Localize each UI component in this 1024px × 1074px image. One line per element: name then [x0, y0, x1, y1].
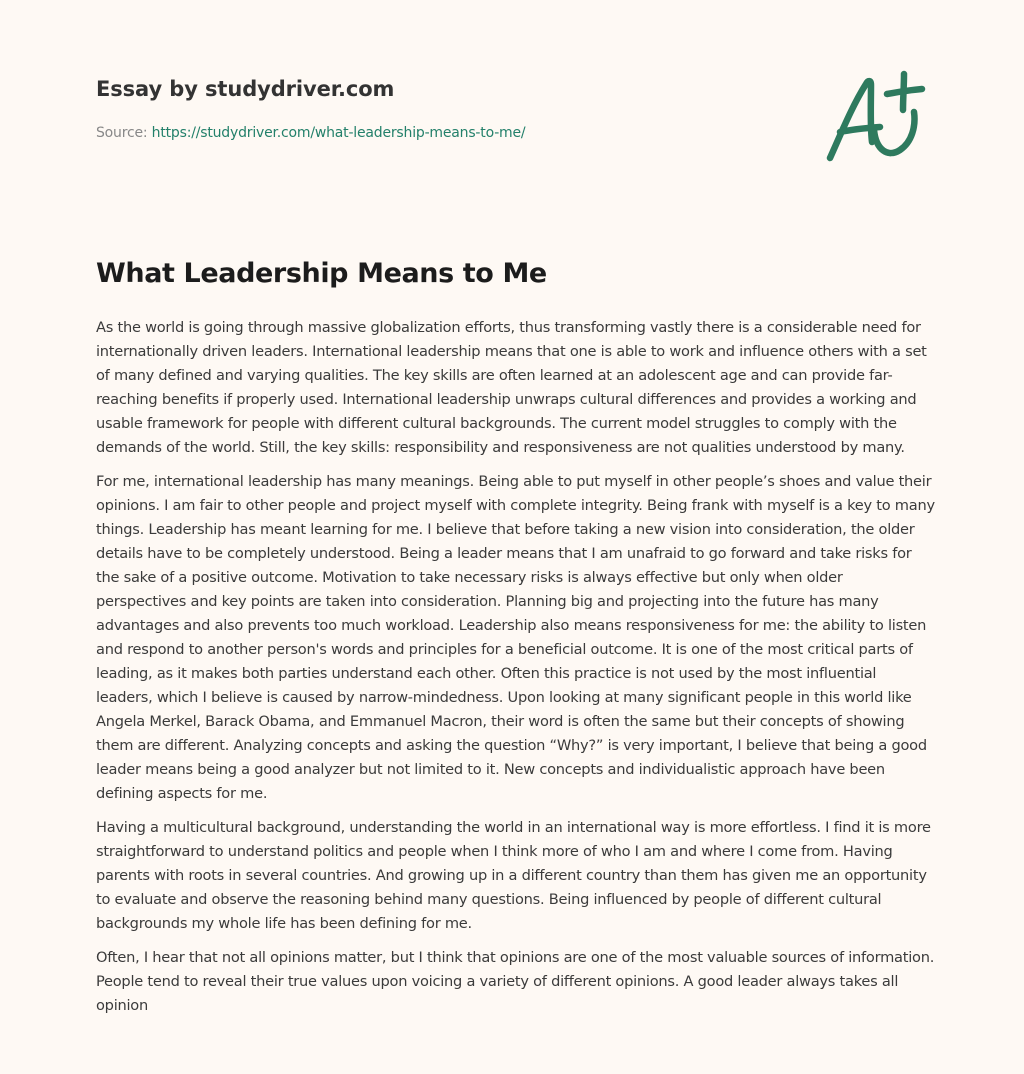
source-label: Source: — [96, 125, 148, 141]
essay-paragraph-2: For me, international leadership has many meanings. Being able to put myself in other people’s shoes and value their opinions. I am fair to other people and project myself with complete integrity. Being frank with myself is a key to many things. Leadership has meant learning for me. I believe that before taking a new vision into consideration, the older details have to be completely understood. Being a leader means that I am unafraid to go forward and take risks for the sake of a positive outcome. Motivation to take necessary risks is always effective but only when older perspectives and key points are taken into consideration. Planning big and projecting into the future has many advantages and also prevents too much workload. Leadership also means responsiveness for me: the ability to listen and respond to another person's words and principles for a beneficial outcome. It is one of the most critical parts of leading, as it makes both parties understand each other. Often this practice is not used by the most influential leaders, which I believe is caused by narrow-mindedness. Upon looking at many significant people in this world like Angela Merkel, Barack Obama, and Emmanuel Macron, their word is often the same but their concepts of showing them are different. Analyzing concepts and asking the question “Why?” is very important, I believe that being a good leader means being a good analyzer but not limited to it. New concepts and individualistic approach have been defining aspects for me. — [96, 473, 935, 802]
site-title: Essay by studydriver.com — [96, 77, 395, 101]
a-plus-grade-icon — [818, 66, 930, 166]
essay-paragraph-3: Having a multicultural background, understanding the world in an international way is more effortless. I find it is more straightforward to understand politics and people when I think more of who I am and where I come from. Having parents with roots in several countries. And growing up in a different country than them has given me an opportunity to evaluate and observe the reasoning behind many questions. Being influenced by people of different cultural backgrounds my whole life has been defining for me. — [96, 819, 931, 932]
essay-body — [96, 316, 936, 1028]
source-line — [96, 123, 796, 143]
essay-paragraph-1: As the world is going through massive globalization efforts, thus transforming vastly there is a considerable need for internationally driven leaders. International leadership means that one is able to work and influence others with a set of many defined and varying qualities. The key skills are often learned at an adolescent age and can provide far-reaching benefits if properly used. International leadership unwraps cultural differences and provides a working and usable framework for people with different cultural backgrounds. The current model struggles to comply with the demands of the world. Still, the key skills: responsibility and responsiveness are not qualities understood by many. — [96, 319, 927, 456]
page-header — [96, 74, 796, 143]
source-link[interactable]: https://studydriver.com/what-leadership-means-to-me/ — [151, 125, 526, 141]
essay-title: What Leadership Means to Me — [96, 258, 547, 289]
essay-paragraph-4: Often, I hear that not all opinions matter, but I think that opinions are one of the most valuable sources of information. People tend to reveal their true values upon voicing a variety of different opinions. A good leader always takes all opinion — [96, 949, 935, 1014]
